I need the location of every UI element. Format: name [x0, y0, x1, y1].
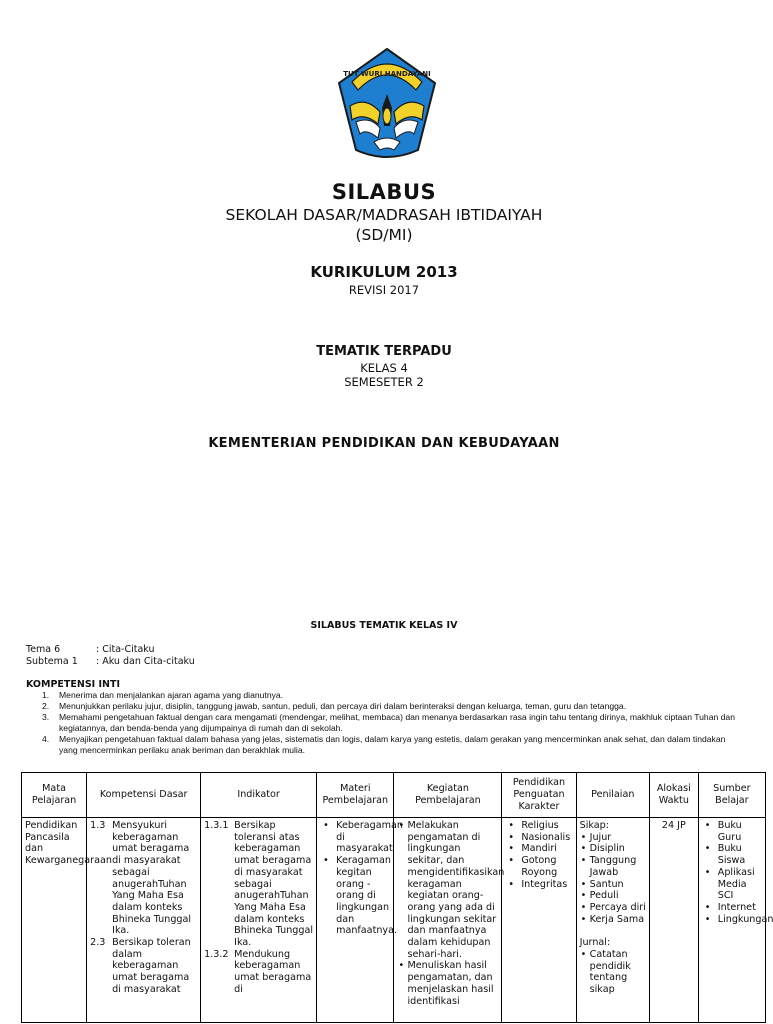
- list-item: • Disiplin: [580, 843, 646, 855]
- subject-title: TEMATIK TERPADU: [316, 344, 452, 359]
- header-mapel: Mata Pelajaran: [22, 773, 87, 818]
- list-item: • Buku Guru: [702, 820, 762, 843]
- list-item: • Kerja Sama: [580, 914, 646, 926]
- cell-kegiatan: [394, 818, 505, 1023]
- header-alokasi: Alokasi Waktu: [649, 773, 698, 818]
- tut-wuri-handayani-logo: [334, 46, 440, 162]
- list-item: • Tanggung Jawab: [580, 855, 646, 878]
- ki-item: 4. Menyajikan pengetahuan faktual dalam bahasa yang jelas, sistematis dan logis, dalam karya yang estetis, dalam gerakan yang mencerminkan anak sehat, dan dalam tindakan yang mencerminkan perilaku anak beriman dan berakhlak mulia.: [42, 734, 726, 755]
- table-header-row: [22, 773, 766, 818]
- materi-list: [320, 820, 403, 937]
- cell-ppk: [502, 818, 576, 1023]
- ki-item: 1. Menerima dan menjalankan ajaran agama yang dianutnya.: [42, 690, 284, 700]
- list-item: • Buku Siswa: [702, 843, 762, 866]
- school-line-1: SEKOLAH DASAR/MADRASAH IBTIDAIYAH: [225, 206, 543, 224]
- header-sumber: Sumber Belajar: [698, 773, 765, 818]
- revision-label: REVISI 2017: [348, 283, 420, 297]
- list-item: • Menuliskan hasil pengamatan, dan menjelaskan hasil identifikasi: [397, 960, 498, 1007]
- list-item: • Lingkungan: [702, 914, 762, 926]
- kompetensi-inti-heading: KOMPETENSI INTI: [26, 679, 121, 690]
- list-item: • Nasionalis: [505, 832, 572, 844]
- list-item: • Percaya diri: [580, 902, 646, 914]
- list-item: • Gotong Royong: [505, 855, 572, 878]
- header-indikator: Indikator: [201, 773, 317, 818]
- tema-value: : Cita-Citaku: [96, 644, 155, 655]
- cell-alokasi: 24 JP: [649, 818, 698, 1023]
- school-line-2: (SD/MI): [355, 226, 413, 244]
- list-item: • Peduli: [580, 890, 646, 902]
- header-penilaian: Penilaian: [576, 773, 649, 818]
- ki-item: 2. Menunjukkan perilaku jujur, disiplin, tanggung jawab, santun, peduli, dan percaya diri dalam berinteraksi dengan keluarga, teman, guru dan tetangga.: [42, 701, 627, 711]
- header-materi: Materi Pembelajaran: [317, 773, 394, 818]
- indikator-item: 1.3.1 Bersikap toleransi atas keberagaman umat beragama di masyarakat sebagai anugerahTuhan Yang Maha Esa dalam konteks Bhineka Tunggal Ika.: [204, 820, 314, 949]
- semester-label: SEMESETER 2: [344, 375, 424, 389]
- cell-materi: [317, 818, 403, 1023]
- sikap-list: [580, 832, 646, 926]
- kd-item: 1.3 Mensyukuri keberagaman umat beragama di masyarakat sebagai anugerahTuhan Yang Maha Esa dalam konteks Bhineka Tunggal Ika.: [90, 820, 192, 937]
- kd-item: 2.3 Bersikap toleran dalam keberagaman umat beragama di masyarakat: [90, 937, 191, 995]
- jurnal-label: Jurnal:: [579, 937, 611, 949]
- sumber-list: [702, 820, 773, 925]
- ministry-title: KEMENTERIAN PENDIDIKAN DAN KEBUDAYAAN: [208, 436, 560, 451]
- cell-kompetensi-dasar: [87, 818, 201, 1023]
- list-item: • Catatan pendidik tentang sikap: [580, 949, 646, 996]
- cell-penilaian: [576, 818, 649, 1023]
- indikator-item: 1.3.2 Mendukung keberagaman umat beragama di: [204, 948, 312, 995]
- subtema-value: : Aku dan Cita-citaku: [96, 656, 195, 667]
- subtema-label: Subtema 1: [26, 656, 78, 667]
- document-title: SILABUS: [331, 180, 437, 204]
- section-title: SILABUS TEMATIK KELAS IV: [310, 620, 458, 631]
- jurnal-list: [580, 949, 646, 996]
- list-item: • Internet: [702, 902, 762, 914]
- tema-label: Tema 6: [26, 644, 61, 655]
- ki-item: 3. Memahami pengetahuan faktual dengan cara mengamati (mendengar, melihat, membaca) dan menanya berdasarkan rasa ingin tahu tentang dirinya, makhluk ciptaan Tuhan dan kegiatannya, dan benda-benda yang dijumpainya di rumah dan di sekolah.: [42, 712, 735, 733]
- table-row: [22, 818, 766, 1023]
- list-item: • Santun: [580, 879, 646, 891]
- silabus-table: [21, 772, 773, 1023]
- sikap-label: Sikap:: [579, 820, 609, 831]
- list-item: • Keberagaman di masyarakat: [320, 820, 390, 855]
- logo-text: TUT WURI HANDAYANI: [343, 70, 431, 78]
- list-item: • Religius: [505, 820, 572, 832]
- list-item: • Integritas: [505, 879, 572, 891]
- subtema-line: [26, 656, 195, 667]
- header-kegiatan: Kegiatan Pembelajaran: [394, 773, 502, 818]
- list-item: • Mandiri: [505, 843, 572, 855]
- grade-label: KELAS 4: [360, 361, 408, 375]
- kegiatan-list: [397, 820, 505, 1007]
- cell-mapel: Pendidikan Pancasila dan Kewarganegaraan: [22, 818, 87, 1023]
- header-kompetensi-dasar: Kompetensi Dasar: [87, 773, 201, 818]
- tema-line: [26, 644, 155, 655]
- ppk-list: [505, 820, 572, 890]
- header-ppk: Pendidikan Penguatan Karakter: [502, 773, 576, 818]
- kompetensi-inti-list: [26, 690, 746, 756]
- list-item: • Melakukan pengamatan di lingkungan sekitar, dan mengidentifikasikan keragaman kegiatan orang-orang yang ada di lingkungan sekitar dan manfaatnya dalam kehidupan sehari-hari.: [397, 820, 498, 960]
- list-item: • Jujur: [580, 832, 646, 844]
- cell-sumber: [698, 818, 773, 1023]
- curriculum-title: KURIKULUM 2013: [310, 263, 458, 281]
- list-item: • Keragaman kegitan orang - orang di lingkungan dan manfaatnya.: [320, 855, 390, 937]
- cell-indikator: [201, 818, 317, 1023]
- list-item: • Aplikasi Media SCI: [702, 867, 762, 902]
